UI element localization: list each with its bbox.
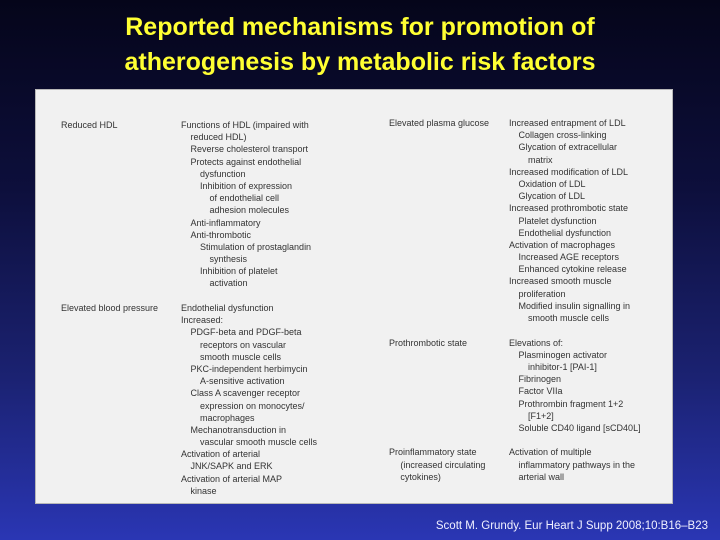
mechanism-line: of endothelial cell [209,193,280,204]
mechanism-line: Elevations of: [509,337,564,348]
mechanism-line: Oxidation of LDL [518,178,586,189]
mechanism-list [509,337,641,435]
mechanism-line: synthesis [209,254,248,265]
mechanism-line: Fibrinogen [518,374,562,385]
mechanism-line: PDGF-beta and PDGF-beta [190,327,302,338]
mechanism-line: expression on monocytes/ [200,400,305,411]
mechanism-line: Activation of macrophages [509,239,616,250]
mechanism-line: kinase [190,485,217,496]
risk-factor-label-line: cytokines) [400,471,441,482]
mechanism-line: Platelet dysfunction [518,215,597,226]
mechanism-line: adhesion molecules [209,205,290,216]
mechanism-line: Increased prothrombotic state [509,203,629,214]
mechanism-line: inhibitor-1 [PAI-1] [528,361,597,372]
mechanism-line: Increased AGE receptors [518,252,620,263]
mechanism-line: [F1+2] [528,410,554,421]
slide-title [0,10,720,80]
mechanism-line: Activation of arterial MAP [181,473,283,484]
mechanism-list [509,117,630,324]
mechanism-line: Prothrombin fragment 1+2 [518,398,624,409]
mechanism-line: Glycation of extracellular [518,142,618,153]
mechanism-line: smooth muscle cells [528,313,610,323]
mechanism-line: Stimulation of prostaglandin [200,241,312,252]
mechanism-line: Endothelial dysfunction [181,303,274,313]
mechanism-line: Endothelial dysfunction [518,227,612,238]
mechanism-line: reduced HDL) [190,132,247,143]
mechanism-line: Modified insulin signalling in [518,300,631,311]
mechanism-line: PKC-independent herbimycin [190,363,308,374]
citation: Scott M. Grundy. Eur Heart J Supp 2008;10:B16–B23 [435,520,708,532]
slide-title-line-1: Reported mechanisms for promotion of [125,13,595,41]
mechanism-line: vascular smooth muscle cells [200,437,318,448]
mechanism-line: Anti-inflammatory [190,217,261,228]
mechanism-line: Inhibition of platelet [200,266,278,277]
mechanism-line: Protects against endothelial [190,156,302,167]
mechanism-line: proliferation [518,288,566,299]
risk-factor-label [389,446,485,483]
mechanism-line: macrophages [200,412,255,423]
risk-factor-label-line: Proinflammatory state [389,447,477,458]
mechanism-line: Increased entrapment of LDL [509,118,626,128]
risk-factor-label: Elevated plasma glucose [389,118,490,128]
mechanism-line: JNK/SAPK and ERK [190,461,273,472]
mechanism-line: Enhanced cytokine release [518,264,627,275]
risk-factor-label: Prothrombotic state [389,337,468,348]
mechanism-line: Anti-thrombotic [190,229,252,240]
risk-factor-label-line: (increased circulating [400,459,486,470]
slide-title-line-2: atherogenesis by metabolic risk factors [124,48,596,76]
mechanism-line: Functions of HDL (impaired with [181,120,309,130]
mechanism-line: inflammatory pathways in the [518,459,636,470]
mechanism-line: Activation of arterial [181,449,261,460]
mechanism-line: Collagen cross-linking [518,130,607,141]
mechanism-line: matrix [528,154,553,165]
mechanism-line: arterial wall [518,471,565,482]
mechanism-line: Glycation of LDL [518,191,586,202]
mechanism-line: Plasminogen activator [518,349,608,360]
mechanism-line: smooth muscle cells [200,351,282,362]
mechanisms-table-panel [35,89,673,504]
mechanism-line: activation [209,278,248,289]
mechanism-line: Activation of multiple [509,447,592,458]
mechanism-list [181,119,311,290]
mechanism-line: Factor VIIa [518,386,563,397]
mechanism-line: Increased modification of LDL [509,166,629,177]
mechanism-line: receptors on vascular [200,339,287,350]
risk-factor-label: Elevated blood pressure [61,303,159,313]
mechanism-line: Class A scavenger receptor [190,388,301,399]
mechanism-line: Increased smooth muscle [509,276,612,287]
mechanism-line: Inhibition of expression [200,180,293,191]
mechanism-line: A-sensitive activation [200,376,285,387]
mechanism-line: dysfunction [200,168,246,179]
mechanism-line: Increased: [181,315,224,326]
mechanism-line: Reverse cholesterol transport [190,144,309,155]
mechanism-list [509,446,635,483]
mechanism-list [181,302,317,497]
risk-factor-label: Reduced HDL [61,120,118,130]
mechanism-line: Mechanotransduction in [190,424,287,435]
mechanism-line: Soluble CD40 ligand [sCD40L] [518,422,641,433]
